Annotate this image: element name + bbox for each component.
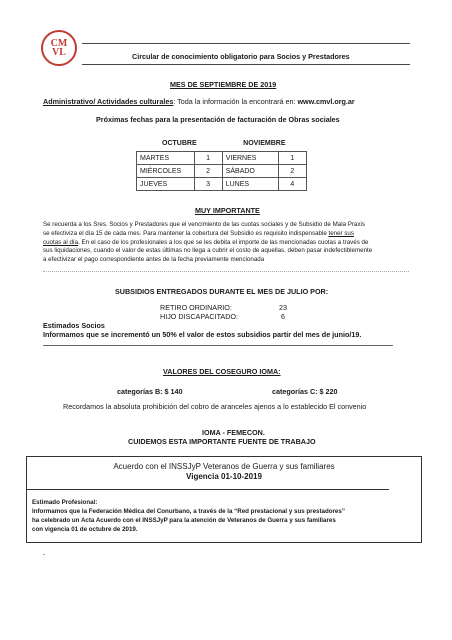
logo-text-bottom: VL [52, 47, 66, 58]
day-number: 4 [278, 178, 306, 191]
important-line: sus liquidaciones, cuando el valor de estas últimas no llega a cubrir el costo de aquellas, deben pasar indefectiblemente [43, 247, 373, 255]
month-title: MES DE SEPTIEMBRE DE 2019 [170, 80, 277, 89]
footer-mark: - [43, 551, 46, 558]
agreement-line: ha celebrado un Acta Acuerdo con el INSSJyP para la atención de Veteranos de Guerra y sus familiares [32, 517, 336, 524]
table-row [137, 178, 307, 191]
day-name: MARTES [137, 152, 195, 165]
section-rule [43, 345, 393, 346]
admin-text: : Toda la información la encontrará en: [173, 97, 298, 106]
admin-label: Administrativo/ Actividades culturales [43, 97, 174, 106]
subsidies-title: SUBSIDIOS ENTREGADOS DURANTE EL MES DE JULIO POR: [115, 287, 329, 296]
website-link[interactable]: www.cmvl.org.ar [297, 97, 355, 106]
important-line: se efectiviza el día 15 de cada mes. Para mantener la cobertura del Subsidio es requisito indispensable tener sus [43, 229, 354, 237]
billing-dates-table [136, 140, 307, 191]
header-top-rule [82, 43, 410, 44]
logo-text-top: CM [50, 38, 68, 49]
estimado-profesional: Estimado Profesional: [32, 499, 98, 506]
day-number: 2 [278, 165, 306, 178]
agreement-validity: Vigencia 01-10-2019 [186, 472, 262, 481]
agreement-line: con vigencia 01 de octubre de 2019. [32, 526, 138, 533]
retiro-value: 23 [279, 303, 287, 312]
day-name: JUEVES [137, 178, 195, 191]
header-bottom-rule [82, 64, 410, 65]
agreement-line: Informamos que la Federación Médica del Conurbano, a través de la “Red prestacional y sus prestadores” [32, 508, 345, 515]
day-number: 1 [278, 152, 306, 165]
day-name: LUNES [222, 178, 278, 191]
day-name: MIÉRCOLES [137, 165, 195, 178]
circular-title: Circular de conocimiento obligatorio para Socios y Prestadores [132, 52, 350, 61]
section-divider [43, 271, 409, 272]
ioma-title: VALORES DEL COSEGURO IOMA: [163, 367, 281, 376]
table-row [137, 152, 307, 165]
agreement-rule [26, 489, 389, 490]
next-dates-title: Próximas fechas para la presentación de facturación de Obras sociales [96, 115, 340, 124]
day-name: SÁBADO [222, 165, 278, 178]
month-header-november: NOVIEMBRE [243, 140, 286, 147]
important-paragraph [43, 221, 413, 265]
ioma-category-c: categorías C: $ 220 [272, 387, 338, 396]
ioma-category-b: categorías B: $ 140 [117, 387, 183, 396]
important-line: Se recuerda a los Sres. Socios y Prestadores que el vencimiento de las cuotas sociales y de Subsidio de Mala Praxis [43, 221, 365, 228]
important-title: MUY IMPORTANTE [195, 206, 260, 215]
day-number: 1 [194, 152, 222, 165]
important-line: a efectivizar el pago correspondiente antes de la fecha previamente mencionada [43, 256, 265, 264]
day-name: VIERNES [222, 152, 278, 165]
ioma-fee-note: Recordamos la absoluta prohibición del cobro de aranceles ajenos a lo establecido El convenio [63, 402, 367, 411]
retiro-label: RETIRO ORDINARIO: [160, 303, 232, 312]
hijo-label: HIJO DISCAPACITADO: [160, 312, 239, 321]
subsidies-increase-note: Informamos que se incrementó un 50% el valor de estos subsidios partir del mes de junio/19. [43, 330, 362, 339]
agreement-title: Acuerdo con el INSSJyP Veteranos de Guerra y sus familiares [113, 462, 335, 471]
important-line: cuotas al día. En el caso de los profesionales a los que se les debita el importe de las mencionadas cuotas a través de [43, 238, 369, 246]
admin-line [43, 97, 355, 106]
ioma-femecon-line: IOMA - FEMECON. [202, 428, 265, 437]
ioma-care-line: CUIDEMOS ESTA IMPORTANTE FUENTE DE TRABAJO [128, 437, 316, 446]
month-header-october: OCTUBRE [162, 140, 197, 147]
day-number: 2 [194, 165, 222, 178]
day-number: 3 [194, 178, 222, 191]
hijo-value: 6 [281, 312, 285, 321]
estimados-socios: Estimados Socios [43, 321, 105, 330]
table-row [137, 165, 307, 178]
cmvl-logo [41, 30, 77, 66]
